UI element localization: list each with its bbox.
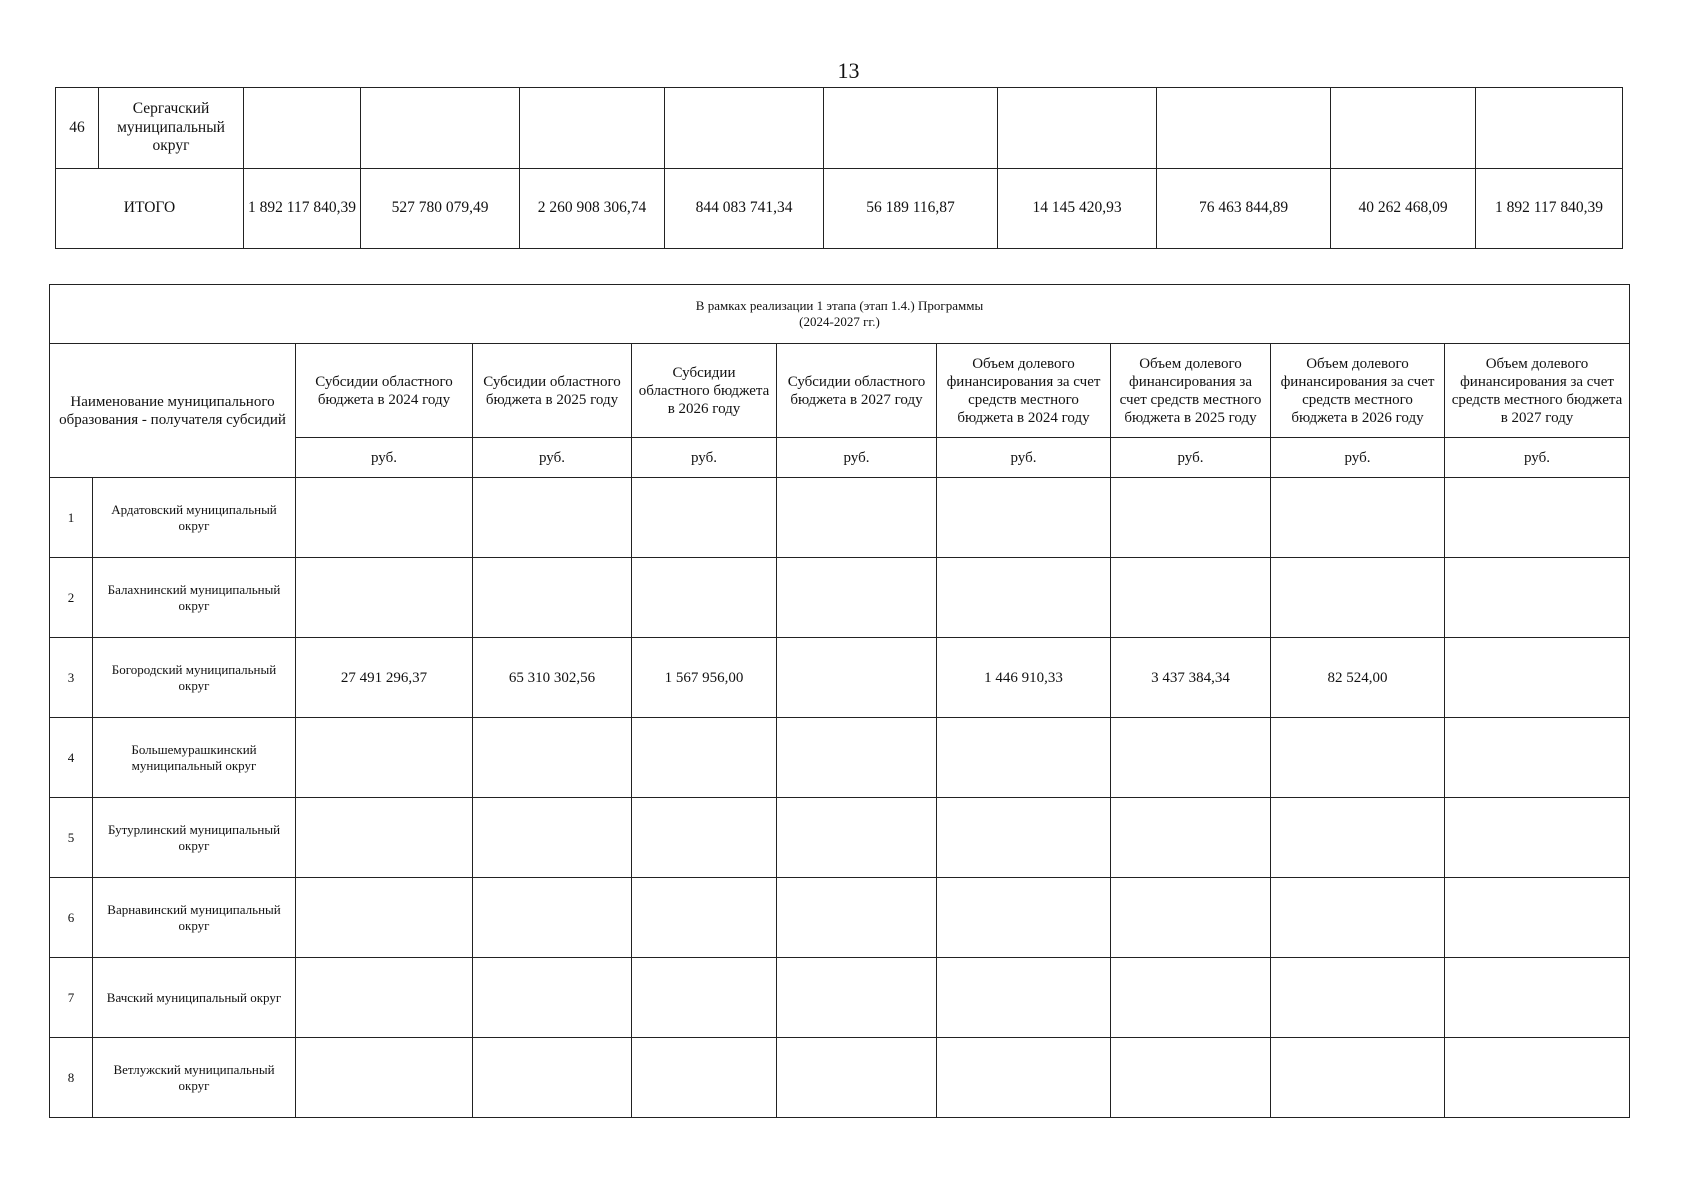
value-cell [777, 878, 937, 958]
row-number: 8 [50, 1038, 93, 1118]
row-number: 6 [50, 878, 93, 958]
value-cell [1445, 1038, 1630, 1118]
unit-label: руб. [632, 438, 777, 478]
value-cell [632, 718, 777, 798]
column-header: Субсидии областного бюджета в 2027 году [777, 344, 937, 438]
value-cell [1445, 798, 1630, 878]
value-cell [1445, 878, 1630, 958]
total-value: 844 083 741,34 [665, 169, 824, 249]
value-cell [1111, 558, 1271, 638]
column-header: Субсидии областного бюджета в 2024 году [296, 344, 473, 438]
value-cell [296, 1038, 473, 1118]
table-row [50, 558, 1630, 638]
value-cell [937, 878, 1111, 958]
value-cell [937, 798, 1111, 878]
total-value: 14 145 420,93 [998, 169, 1157, 249]
municipality-name: Большемурашкинский муниципальный округ [93, 718, 296, 798]
value-cell [777, 1038, 937, 1118]
value-cell [1271, 718, 1445, 798]
value-cell [1111, 1038, 1271, 1118]
row-number: 4 [50, 718, 93, 798]
value-cell: 65 310 302,56 [473, 638, 632, 718]
header-row [50, 344, 1630, 438]
total-row [56, 169, 1623, 249]
value-cell [1271, 478, 1445, 558]
value-cell [1271, 1038, 1445, 1118]
unit-label: руб. [937, 438, 1111, 478]
value-cell [473, 958, 632, 1038]
total-value: 76 463 844,89 [1157, 169, 1331, 249]
value-cell [473, 878, 632, 958]
municipality-name: Балахнинский муниципальный округ [93, 558, 296, 638]
row-number: 46 [56, 88, 99, 169]
table-row [56, 88, 1623, 169]
column-header: Субсидии областного бюджета в 2025 году [473, 344, 632, 438]
column-header: Объем долевого финансирования за счет средств местного бюджета в 2025 году [1111, 344, 1271, 438]
value-cell [473, 798, 632, 878]
municipality-name: Бутурлинский муниципальный округ [93, 798, 296, 878]
unit-label: руб. [296, 438, 473, 478]
value-cell [1271, 878, 1445, 958]
value-cell [296, 798, 473, 878]
value-cell [1445, 718, 1630, 798]
unit-label: руб. [473, 438, 632, 478]
value-cell [1111, 478, 1271, 558]
value-cell [632, 478, 777, 558]
table-row [50, 718, 1630, 798]
value-cell [937, 1038, 1111, 1118]
value-cell [296, 478, 473, 558]
value-cell [296, 878, 473, 958]
value-cell [1111, 798, 1271, 878]
total-value: 56 189 116,87 [824, 169, 998, 249]
unit-label: руб. [777, 438, 937, 478]
row-number: 3 [50, 638, 93, 718]
table-row [50, 1038, 1630, 1118]
value-cell [473, 718, 632, 798]
value-cell [937, 558, 1111, 638]
value-cell [1271, 558, 1445, 638]
unit-label: руб. [1111, 438, 1271, 478]
municipality-name: Сергачский муниципальный округ [99, 88, 244, 169]
value-cell [1111, 958, 1271, 1038]
value-cell [1445, 638, 1630, 718]
unit-label: руб. [1271, 438, 1445, 478]
column-header: Объем долевого финансирования за счет средств местного бюджета в 2026 году [1271, 344, 1445, 438]
table-row [50, 798, 1630, 878]
value-cell [632, 878, 777, 958]
table-row [50, 638, 1630, 718]
value-cell [1111, 718, 1271, 798]
name-column-header: Наименование муниципального образования - получателя субсидий [50, 344, 296, 478]
value-cell [473, 558, 632, 638]
total-value: 2 260 908 306,74 [520, 169, 665, 249]
municipality-name: Богородский муниципальный округ [93, 638, 296, 718]
caption-line: (2024-2027 гг.) [799, 314, 880, 329]
value-cell [632, 1038, 777, 1118]
value-cell [473, 478, 632, 558]
value-cell [632, 558, 777, 638]
column-header: Субсидии областного бюджета в 2026 году [632, 344, 777, 438]
row-number: 2 [50, 558, 93, 638]
value-cell: 82 524,00 [1271, 638, 1445, 718]
value-cell [1445, 958, 1630, 1038]
value-cell [937, 478, 1111, 558]
total-value: 1 892 117 840,39 [244, 169, 361, 249]
value-cell [777, 718, 937, 798]
column-header: Объем долевого финансирования за счет средств местного бюджета в 2027 году [1445, 344, 1630, 438]
table-row [50, 478, 1630, 558]
value-cell: 27 491 296,37 [296, 638, 473, 718]
value-cell [1111, 878, 1271, 958]
municipality-name: Варнавинский муниципальный округ [93, 878, 296, 958]
value-cell [777, 558, 937, 638]
municipality-name: Ардатовский муниципальный округ [93, 478, 296, 558]
table-row [50, 878, 1630, 958]
value-cell [777, 478, 937, 558]
value-cell [296, 958, 473, 1038]
value-cell [1271, 958, 1445, 1038]
value-cell: 1 567 956,00 [632, 638, 777, 718]
column-header: Объем долевого финансирования за счет средств местного бюджета в 2024 году [937, 344, 1111, 438]
caption-line: В рамках реализации 1 этапа (этап 1.4.) Программы [695, 298, 984, 314]
total-value: 40 262 468,09 [1331, 169, 1476, 249]
value-cell [296, 558, 473, 638]
value-cell: 3 437 384,34 [1111, 638, 1271, 718]
value-cell [937, 958, 1111, 1038]
value-cell: 1 446 910,33 [937, 638, 1111, 718]
value-cell [777, 798, 937, 878]
unit-label: руб. [1445, 438, 1630, 478]
value-cell [1271, 798, 1445, 878]
caption-row [50, 285, 1630, 344]
continuation-table [55, 87, 1623, 249]
value-cell [1445, 558, 1630, 638]
total-value: 1 892 117 840,39 [1476, 169, 1623, 249]
value-cell [632, 798, 777, 878]
value-cell [937, 718, 1111, 798]
value-cell [473, 1038, 632, 1118]
row-number: 7 [50, 958, 93, 1038]
total-value: 527 780 079,49 [361, 169, 520, 249]
municipality-name: Вачский муниципальный округ [93, 958, 296, 1038]
total-label: ИТОГО [56, 169, 244, 249]
row-number: 1 [50, 478, 93, 558]
table-row [50, 958, 1630, 1038]
value-cell [777, 958, 937, 1038]
value-cell [1445, 478, 1630, 558]
value-cell [296, 718, 473, 798]
row-number: 5 [50, 798, 93, 878]
value-cell [777, 638, 937, 718]
subsidies-table [49, 284, 1630, 1118]
municipality-name: Ветлужский муниципальный округ [93, 1038, 296, 1118]
value-cell [632, 958, 777, 1038]
page-number: 13 [837, 58, 860, 83]
table-caption [50, 285, 1630, 344]
